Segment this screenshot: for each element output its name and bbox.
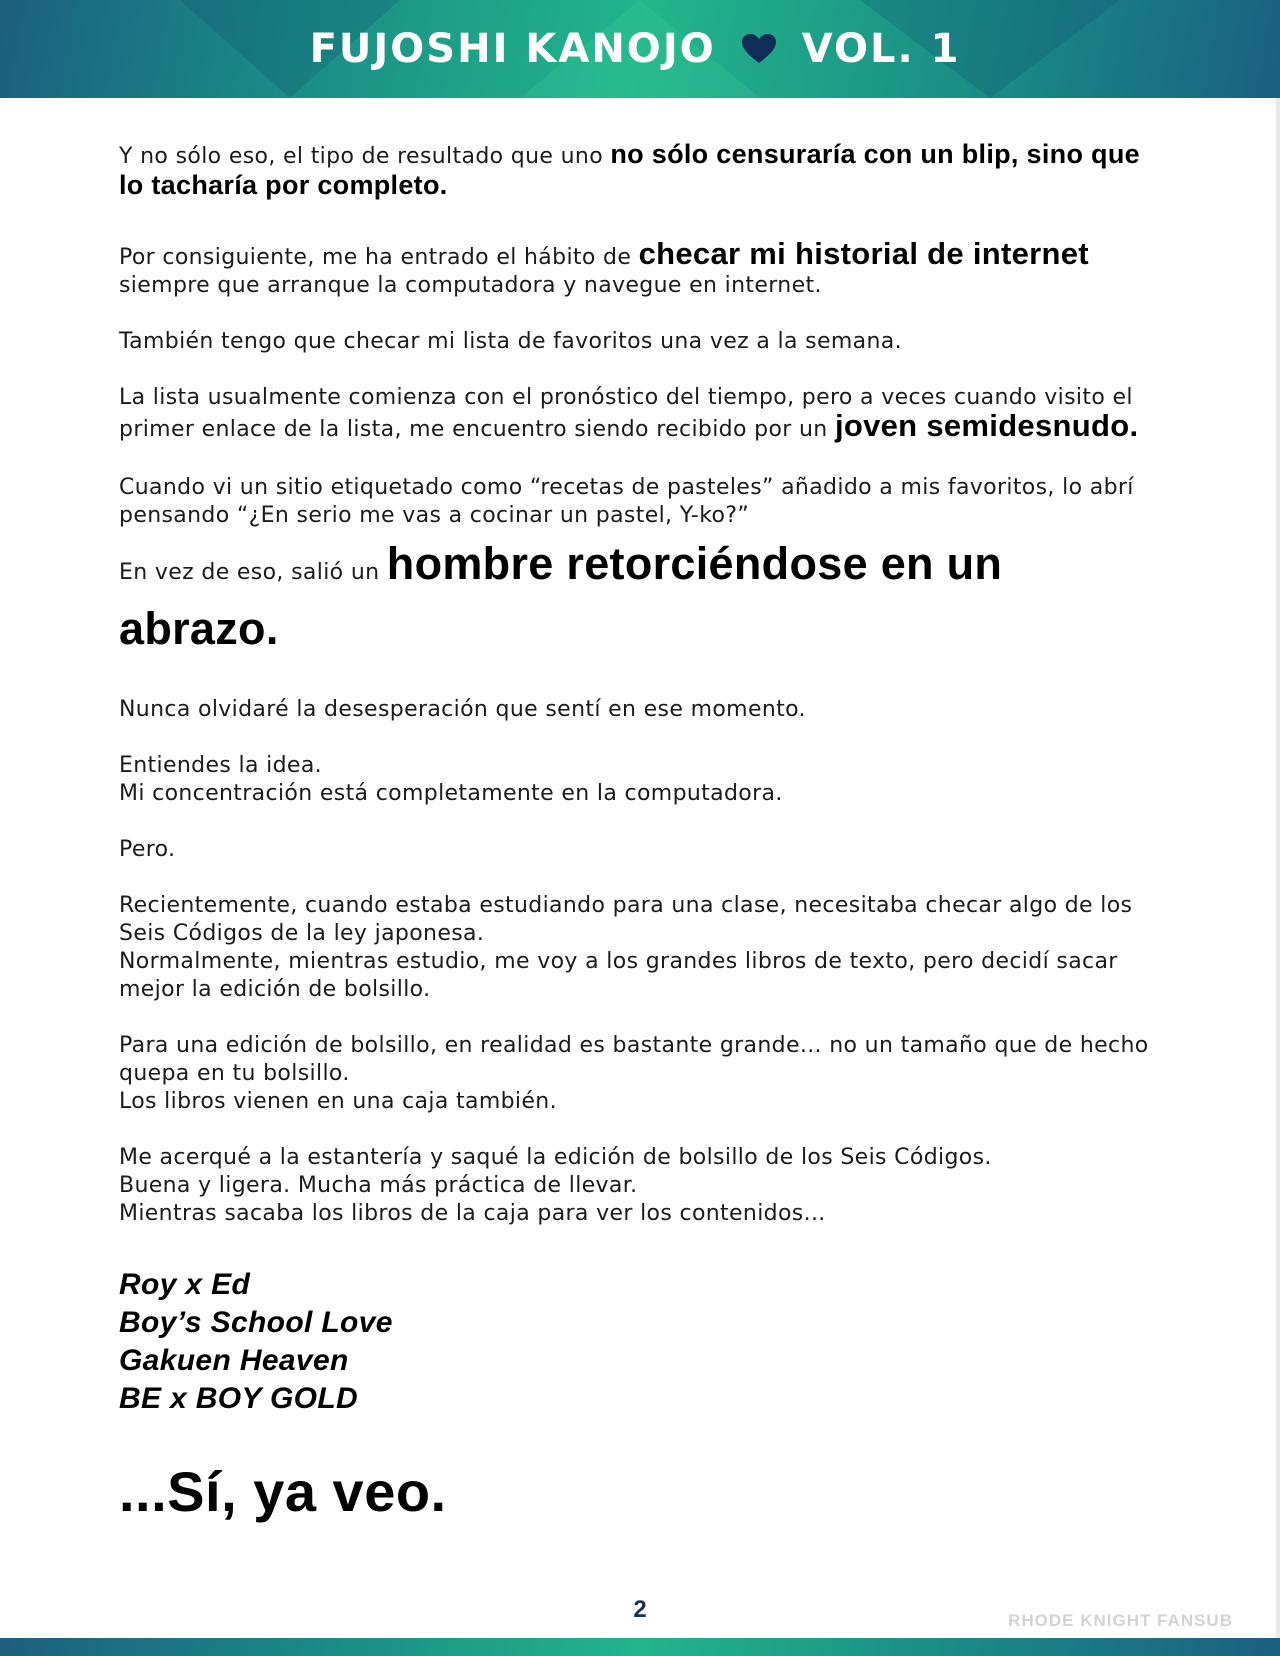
- bold-text: joven semidesnudo.: [834, 408, 1139, 443]
- fansub-credit: RHODE KNIGHT FANSUB: [1008, 1611, 1233, 1630]
- book-title: Gakuen Heaven: [119, 1344, 349, 1377]
- bold-text: hombre retorciéndose en un abrazo.: [119, 538, 1003, 654]
- header-title: [0, 0, 1270, 98]
- paragraph: También tengo que checar mi lista de favoritos una vez a la semana.: [119, 329, 902, 354]
- text: Y no sólo eso, el tipo de resultado que uno: [119, 144, 611, 169]
- paragraph: [119, 236, 1159, 300]
- page-edge: [1276, 98, 1280, 1638]
- paragraph: Normalmente, mientras estudio, me voy a los grandes libros de texto, pero decidí sacar mejor la edición de bolsillo.: [119, 949, 1118, 1002]
- paragraph: Entiendes la idea.: [119, 753, 322, 778]
- closing-line: ...Sí, ya veo.: [119, 1460, 447, 1523]
- text: La lista usualmente comienza con el pronóstico del tiempo, pero a veces cuando visito el primer enlace de la lista, me encuentro siendo recibido por un: [119, 385, 1133, 442]
- paragraph: [119, 384, 1159, 444]
- paragraph: Mi concentración está completamente en la computadora.: [119, 781, 783, 806]
- text: Por consiguiente, me ha entrado el hábito de: [119, 245, 639, 270]
- paragraph: Recientemente, cuando estaba estudiando para una clase, necesitaba checar algo de los Seis Códigos de la ley japonesa.: [119, 893, 1133, 946]
- page-header: [0, 0, 1280, 98]
- book-title-list: [119, 1266, 1159, 1418]
- paragraph: [119, 536, 1099, 666]
- bold-text: no sólo censuraría con un blip, sino que lo tacharía por completo.: [119, 139, 1140, 200]
- paragraph: Buena y ligera. Mucha más práctica de llevar.: [119, 1173, 638, 1198]
- paragraph: Nunca olvidaré la desesperación que sentí en ese momento.: [119, 697, 806, 722]
- footer-band: [0, 1638, 1280, 1656]
- heart-icon: [742, 34, 776, 64]
- page-number: 2: [633, 1596, 647, 1623]
- book-title: Boy’s School Love: [119, 1306, 393, 1339]
- paragraph: Pero.: [119, 837, 176, 862]
- book-title: Roy x Ed: [119, 1268, 251, 1301]
- header-title-right: VOL. 1: [801, 26, 961, 72]
- paragraph: [119, 140, 1159, 202]
- paragraph: Cuando vi un sitio etiquetado como “recetas de pasteles” añadido a mis favoritos, lo abrí pensando “¿En serio me vas a cocinar un pastel, Y-ko?”: [119, 475, 1134, 528]
- bold-text: checar mi historial de internet: [638, 236, 1089, 271]
- paragraph: Para una edición de bolsillo, en realidad es bastante grande... no un tamaño que de hecho quepa en tu bolsillo.: [119, 1033, 1149, 1086]
- paragraph: Los libros vienen en una caja también.: [119, 1089, 557, 1114]
- header-title-left: FUJOSHI KANOJO: [309, 26, 716, 72]
- paragraph: Me acerqué a la estantería y saqué la edición de bolsillo de los Seis Códigos.: [119, 1145, 992, 1170]
- document-body: [119, 140, 1159, 1522]
- paragraph: Mientras sacaba los libros de la caja para ver los contenidos...: [119, 1201, 826, 1226]
- text: En vez de eso, salió un: [119, 560, 387, 585]
- text: siempre que arranque la computadora y navegue en internet.: [119, 273, 822, 298]
- book-title: BE x BOY GOLD: [119, 1382, 359, 1415]
